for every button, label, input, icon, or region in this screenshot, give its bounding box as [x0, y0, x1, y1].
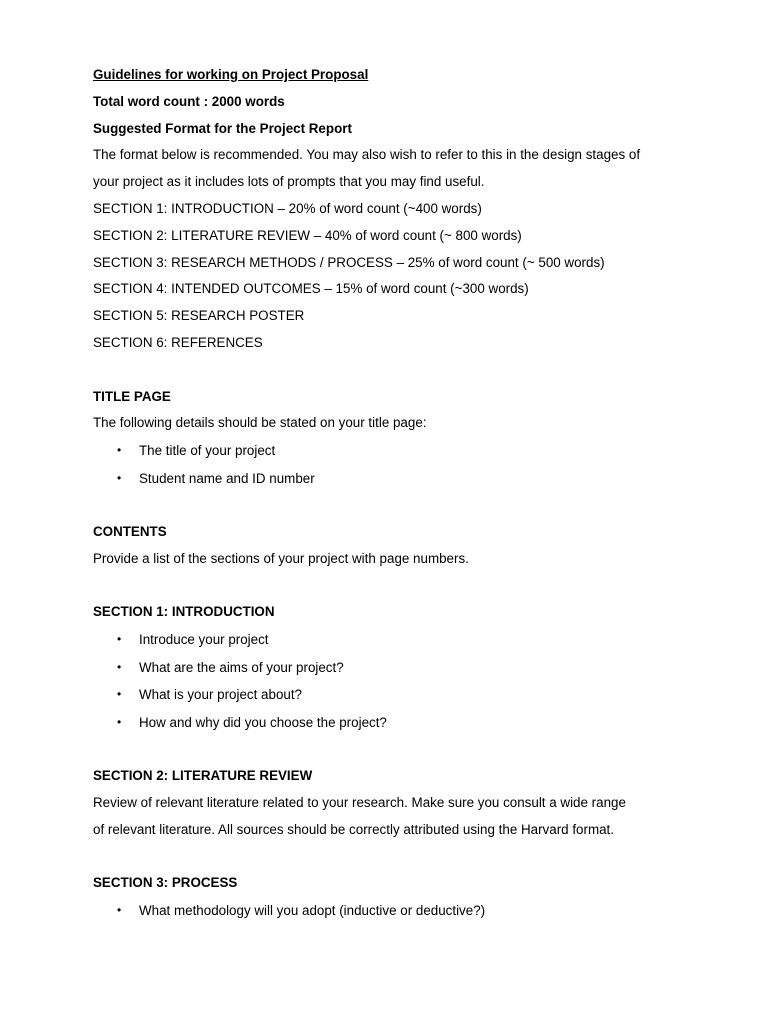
list-item	[93, 681, 693, 709]
spacer	[93, 573, 693, 600]
intro-paragraph-line-1: The format below is recommended. You may also wish to refer to this in the design stages of	[93, 147, 641, 163]
total-word-count: Total word count : 2000 words	[93, 93, 285, 109]
overview-section-6: SECTION 6: REFERENCES	[93, 334, 263, 350]
spacer	[93, 843, 693, 870]
bullet-icon: •	[117, 659, 122, 674]
section-2-text-line-1: Review of relevant literature related to your research. Make sure you consult a wide range	[93, 794, 626, 810]
spacer	[93, 736, 693, 763]
overview-section-4: SECTION 4: INTENDED OUTCOMES – 15% of word count (~300 words)	[93, 281, 529, 297]
list-item	[93, 626, 693, 654]
list-item-text: How and why did you choose the project?	[139, 714, 387, 730]
suggested-format-heading: Suggested Format for the Project Report	[93, 120, 352, 136]
document-page	[93, 62, 693, 924]
list-item-text: Introduce your project	[139, 632, 269, 648]
section-1-heading: SECTION 1: INTRODUCTION	[93, 604, 275, 620]
list-item-text: The title of your project	[139, 443, 276, 459]
document-title: Guidelines for working on Project Proposal	[93, 67, 369, 82]
section-2-heading: SECTION 2: LITERATURE REVIEW	[93, 767, 313, 783]
section-3-heading: SECTION 3: PROCESS	[93, 875, 238, 891]
intro-paragraph-line-2: your project as it includes lots of prompts that you may find useful.	[93, 174, 485, 190]
contents-heading: CONTENTS	[93, 523, 167, 539]
section-3-list	[93, 897, 693, 925]
section-1-list	[93, 626, 693, 736]
bullet-icon: •	[117, 443, 122, 458]
title-page-text: The following details should be stated on your title page:	[93, 415, 427, 431]
spacer	[93, 357, 693, 384]
list-item	[93, 465, 693, 493]
list-item	[93, 437, 693, 465]
list-item-text: Student name and ID number	[139, 470, 315, 486]
bullet-icon: •	[117, 687, 122, 702]
list-item-text: What is your project about?	[139, 687, 303, 703]
list-item	[93, 897, 693, 925]
list-item	[93, 709, 693, 737]
overview-section-3: SECTION 3: RESEARCH METHODS / PROCESS – 25% of word count (~ 500 words)	[93, 254, 605, 270]
overview-section-2: SECTION 2: LITERATURE REVIEW – 40% of word count (~ 800 words)	[93, 227, 522, 243]
overview-section-5: SECTION 5: RESEARCH POSTER	[93, 308, 305, 324]
overview-section-1: SECTION 1: INTRODUCTION – 20% of word count (~400 words)	[93, 200, 482, 216]
bullet-icon: •	[117, 632, 122, 647]
title-page-list	[93, 437, 693, 492]
bullet-icon: •	[117, 714, 122, 729]
list-item-text: What methodology will you adopt (inductive or deductive?)	[139, 902, 486, 918]
contents-text: Provide a list of the sections of your project with page numbers.	[93, 550, 469, 566]
section-2-text-line-2: of relevant literature. All sources should be correctly attributed using the Harvard format.	[93, 821, 614, 837]
bullet-icon: •	[117, 470, 122, 485]
list-item-text: What are the aims of your project?	[139, 659, 344, 675]
spacer	[93, 492, 693, 519]
bullet-icon: •	[117, 902, 122, 917]
list-item	[93, 654, 693, 682]
title-page-heading: TITLE PAGE	[93, 388, 171, 404]
